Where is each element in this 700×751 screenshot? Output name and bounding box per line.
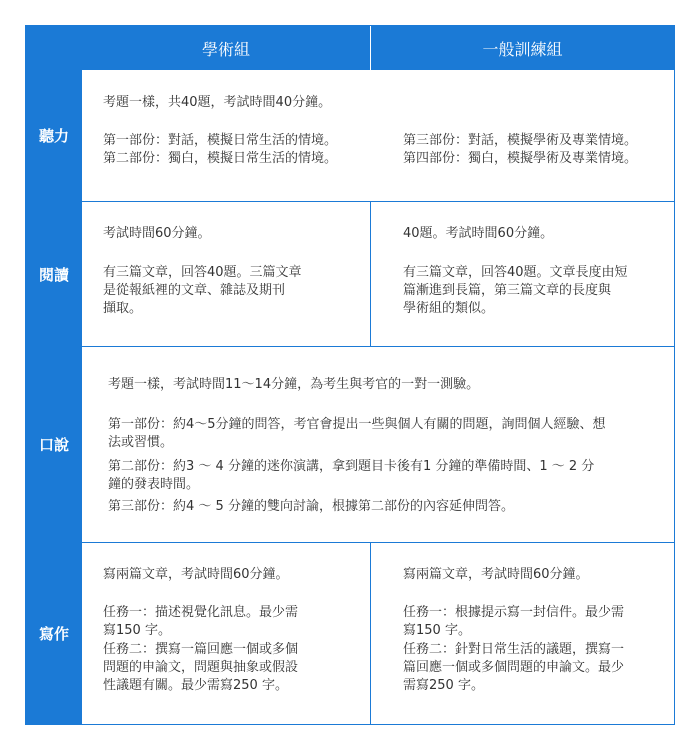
- header-corner: [26, 26, 82, 70]
- speaking-part-2: 第二部份：約3 ～ 4 分鐘的迷你演講，拿到題目卡後有1 分鐘的準備時間、1 ～ 2 分 鐘的發表時間。: [108, 459, 595, 492]
- speaking-part-3: 第三部份：約4 ～ 5 分鐘的雙向討論，根據第二部份的內容延伸問答。: [108, 499, 514, 514]
- reading-general-body: 有三篇文章，回答40題。文章長度由短 篇漸進到長篇，第三篇文章的長度與 學術組的類似。: [403, 265, 628, 316]
- speaking-part-1: 第一部份：約4～5分鐘的問答，考官會提出一些與個人有關的問題，詢問個人經驗、想 法或習慣。: [108, 417, 606, 450]
- row-divider: [26, 346, 674, 347]
- writing-academic-task-2: 任務二：撰寫一篇回應一個或多個 問題的申論文，問題與抽象或假設 性議題有關。最少需寫250 字。: [103, 642, 299, 693]
- row-label-listening: 聽力: [26, 70, 82, 201]
- writing-general-task-1: 任務一：根據提示寫一封信件。最少需 寫150 字。: [403, 605, 625, 638]
- column-divider: [370, 543, 371, 724]
- row-label-writing: 寫作: [26, 543, 82, 724]
- header-general-training: 一般訓練組: [370, 26, 674, 70]
- reading-general-intro: 40題。考試時間60分鐘。: [403, 226, 554, 241]
- writing-general-task-2: 任務二：針對日常生活的議題，撰寫一 篇回應一個或多個問題的申論文。最少 需寫250 字。: [403, 642, 625, 693]
- speaking-intro: 考題一樣，考試時間11～14分鐘，為考生與考官的一對一測驗。: [108, 377, 480, 392]
- row-label-speaking: 口說: [26, 347, 82, 542]
- listening-shared-intro: 考題一樣，共40題，考試時間40分鐘。: [103, 95, 332, 110]
- listening-general-parts: 第三部份：對話，模擬學術及專業情境。 第四部份：獨白，模擬學術及專業情境。: [403, 133, 638, 166]
- reading-academic-body: 有三篇文章，回答40題。三篇文章 是從報紙裡的文章、雜誌及期刊 擷取。: [103, 265, 302, 316]
- listening-academic-parts: 第一部份：對話，模擬日常生活的情境。 第二部份：獨白，模擬日常生活的情境。: [103, 133, 338, 166]
- writing-academic-task-1: 任務一：描述視覺化訊息。最少需 寫150 字。: [103, 605, 299, 638]
- header-academic: 學術組: [82, 26, 370, 70]
- ielts-comparison-table: [25, 25, 675, 725]
- row-label-reading: 閱讀: [26, 202, 82, 346]
- writing-academic-intro: 寫兩篇文章，考試時間60分鐘。: [103, 567, 289, 582]
- reading-academic-intro: 考試時間60分鐘。: [103, 226, 211, 241]
- column-divider: [370, 202, 371, 346]
- row-divider: [26, 542, 674, 543]
- row-divider: [26, 201, 674, 202]
- writing-general-intro: 寫兩篇文章，考試時間60分鐘。: [403, 567, 589, 582]
